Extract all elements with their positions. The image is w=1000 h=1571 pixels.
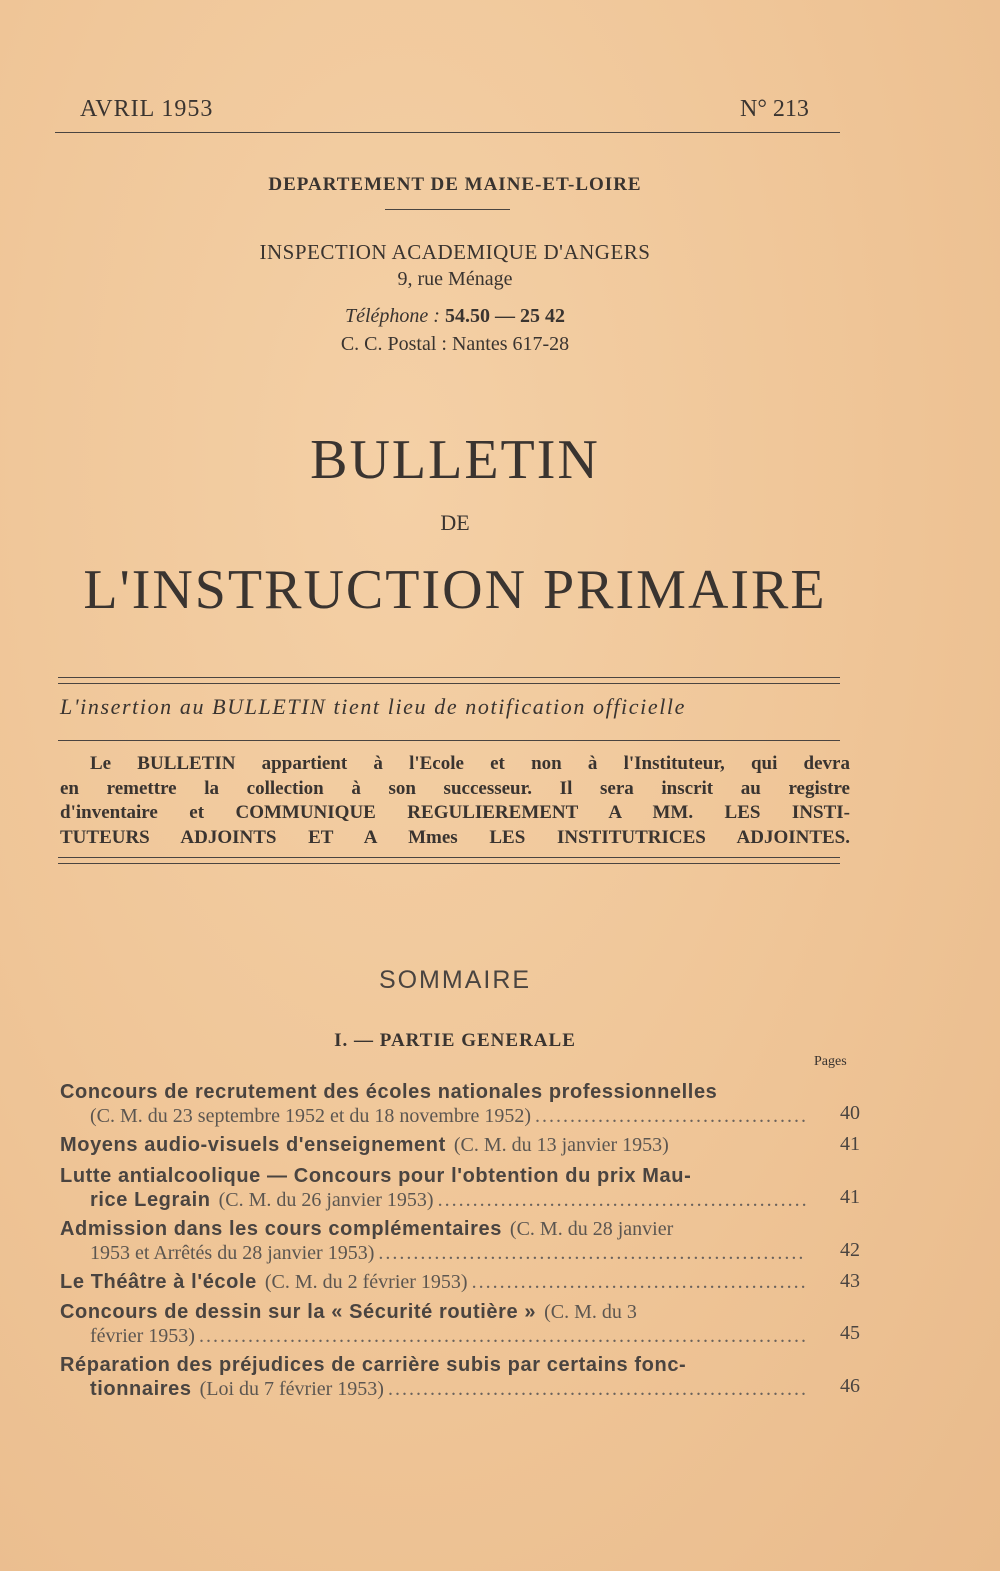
notice-paragraph xyxy=(60,752,850,850)
department-rule xyxy=(385,209,510,210)
toc-entry-page: 45 xyxy=(840,1322,860,1344)
title-bulletin: BULLETIN xyxy=(310,429,600,491)
toc-entry-ref: (C. M. du 3 xyxy=(544,1301,637,1323)
pages-label: Pages xyxy=(814,1054,847,1069)
toc-entry-title: Moyens audio-visuels d'enseignement xyxy=(60,1134,446,1156)
phone-label: Téléphone : xyxy=(345,305,440,327)
toc-leader xyxy=(199,1324,806,1348)
inspection-address: 9, rue Ménage xyxy=(397,268,513,290)
notice-rule-bottom-1 xyxy=(58,857,840,858)
toc-entry-title: Concours de dessin sur la « Sécurité routière » xyxy=(60,1301,537,1323)
toc-entry xyxy=(60,1164,860,1212)
toc-entry-title-cont: rice Legrain xyxy=(90,1189,211,1211)
toc-entry-ref: (Loi du 7 février 1953) xyxy=(199,1378,384,1400)
toc-entry-page: 43 xyxy=(840,1270,860,1292)
notice-rule-bottom-2 xyxy=(58,863,840,864)
toc-entry xyxy=(60,1217,860,1265)
toc-entry-ref: (C. M. du 23 septembre 1952 et du 18 novembre 1952) xyxy=(90,1105,532,1127)
toc-entry-page: 46 xyxy=(840,1375,860,1397)
notice-rule-top-2 xyxy=(58,683,840,684)
toc-entry xyxy=(60,1133,860,1157)
toc-entry xyxy=(60,1080,860,1128)
toc-entry-page: 40 xyxy=(840,1102,860,1124)
title-instruction-primaire: L'INSTRUCTION PRIMAIRE xyxy=(83,559,827,621)
toc-entry-page: 41 xyxy=(840,1133,860,1155)
phone-number: 54.50 — 25 42 xyxy=(444,305,565,327)
department-name: DEPARTEMENT DE MAINE-ET-LOIRE xyxy=(268,174,642,195)
toc-entry-page: 42 xyxy=(840,1239,860,1261)
notice-line-3: d'inventaire et COMMUNIQUE REGULIEREMENT A MM. LES INSTI- xyxy=(60,802,850,823)
issue-date: AVRIL 1953 xyxy=(80,96,214,122)
toc-entry-ref: (C. M. du 28 janvier xyxy=(509,1218,674,1240)
header-rule xyxy=(55,132,840,133)
toc-entry-title-cont: tionnaires xyxy=(90,1378,192,1400)
toc-entry xyxy=(60,1300,860,1348)
title-de: DE xyxy=(440,510,470,535)
toc-leader xyxy=(388,1377,806,1401)
inspection-postal: C. C. Postal : Nantes 617-28 xyxy=(340,333,570,355)
toc-entry-title: Admission dans les cours complémentaires xyxy=(60,1218,502,1240)
notice-line-4: TUTEURS ADJOINTS ET A Mmes LES INSTITUTRICES ADJOINTES. xyxy=(60,826,850,848)
notice-line-2: en remettre la collection à son successeur. Il sera inscrit au registre xyxy=(60,777,850,799)
toc-entry-ref: (C. M. du 2 février 1953) xyxy=(264,1271,468,1293)
toc-entry-ref: (C. M. du 13 janvier 1953) xyxy=(453,1134,669,1156)
toc-entry-title: Le Théâtre à l'école xyxy=(60,1271,257,1293)
inspection-name: INSPECTION ACADEMIQUE D'ANGERS xyxy=(259,240,651,264)
official-notice: L'insertion au BULLETIN tient lieu de notification officielle xyxy=(60,694,686,719)
issue-number: N° 213 xyxy=(740,96,809,122)
toc-entry-ref: (C. M. du 26 janvier 1953) xyxy=(218,1189,434,1211)
notice-rule-top-1 xyxy=(58,677,840,678)
toc-entry-title: Lutte antialcoolique — Concours pour l'obtention du prix Mau- xyxy=(60,1165,692,1187)
summary-part-heading: I. — PARTIE GENERALE xyxy=(334,1030,576,1051)
toc-entry-title: Concours de recrutement des écoles nationales professionnelles xyxy=(60,1081,718,1103)
toc-entry-ref-cont: 1953 et Arrêtés du 28 janvier 1953) xyxy=(90,1242,375,1264)
toc-entry-title: Réparation des préjudices de carrière subis par certains fonc- xyxy=(60,1354,687,1376)
toc-leader xyxy=(535,1104,806,1128)
notice-line-1: Le BULLETIN appartient à l'Ecole et non à l'Instituteur, qui devra xyxy=(90,753,850,774)
toc-entry-ref-cont: février 1953) xyxy=(90,1325,195,1347)
toc-entry xyxy=(60,1270,860,1294)
toc-leader xyxy=(378,1241,806,1265)
notice-rule-mid xyxy=(58,740,840,741)
toc-leader xyxy=(472,1270,806,1294)
summary-heading: SOMMAIRE xyxy=(378,966,532,994)
inspection-phone xyxy=(0,305,910,328)
toc-leader xyxy=(438,1188,806,1212)
toc-entry-page: 41 xyxy=(840,1186,860,1208)
toc-entry xyxy=(60,1353,860,1401)
